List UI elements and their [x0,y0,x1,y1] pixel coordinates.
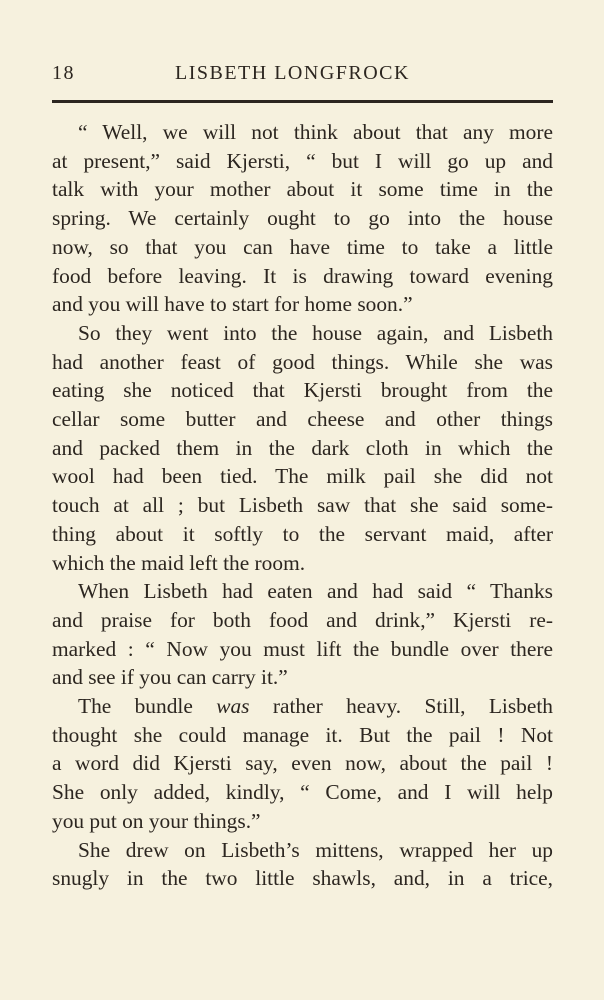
text-line: spring. We certainly ought to go into the house [52,206,553,231]
book-title: LISBETH LONGFROCK [175,62,410,84]
paragraph [52,836,553,893]
text-line: thing about it softly to the servant maid, after [52,521,553,546]
text-line: marked : “ Now you must lift the bundle over there [52,636,553,661]
text-line: talk with your mother about it some time in the [52,177,553,202]
text-line: She drew on Lisbeth’s mittens, wrapped her up [78,837,553,862]
text-line: She only added, kindly, “ Come, and I will help [52,780,553,805]
text-line: snugly in the two little shawls, and, in a trice, [52,866,553,891]
text-line: “ Well, we will not think about that any more [78,120,553,144]
text-line: and see if you can carry it.” [52,665,288,690]
header-rule [52,100,553,103]
text-line: touch at all ; but Lisbeth saw that she said some- [52,493,553,518]
body-text [52,118,553,893]
text-line: eating she noticed that Kjersti brought from the [52,378,553,403]
running-head [52,62,553,92]
text-line: which the maid left the room. [52,550,306,575]
paragraph [52,319,553,577]
text-line: had another feast of good things. While she was [52,349,553,374]
text-line: now, so that you can have time to take a little [52,234,553,259]
text-line: you put on your things.” [52,808,261,833]
paragraph [52,577,553,692]
page-number: 18 [52,62,75,84]
text-line: a word did Kjersti say, even now, about the pail ! [52,751,553,776]
text-line: at present,” said Kjersti, “ but I will go up and [52,148,553,173]
text-line: and packed them in the dark cloth in which the [52,435,553,460]
text-line: The bundle was rather heavy. Still, Lisbeth [78,694,553,719]
text-line: So they went into the house again, and Lisbeth [78,320,553,345]
text-line: wool had been tied. The milk pail she did not [52,464,553,489]
paragraph [52,118,553,319]
text-line: and you will have to start for home soon.” [52,292,413,317]
text-line: cellar some butter and cheese and other things [52,407,553,432]
paragraph [52,692,553,836]
text-line: and praise for both food and drink,” Kjersti re- [52,607,553,632]
text-line: When Lisbeth had eaten and had said “ Thanks [78,579,553,604]
text-line: thought she could manage it. But the pail ! Not [52,722,553,747]
text-line: food before leaving. It is drawing toward evening [52,263,553,288]
